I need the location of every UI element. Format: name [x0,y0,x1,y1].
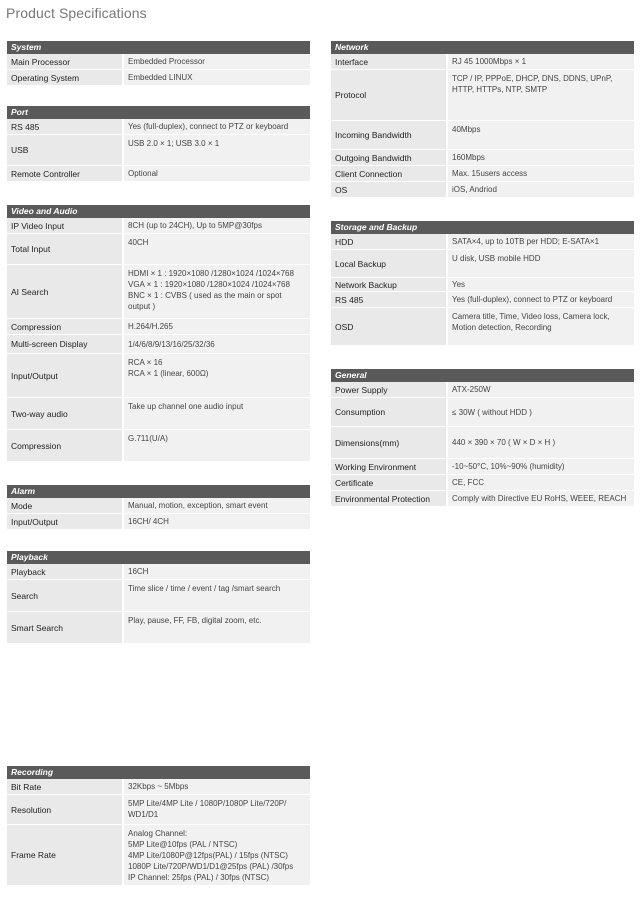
spec-label: Network Backup [331,278,448,291]
spec-label: Local Backup [331,250,448,277]
spec-row [7,319,310,335]
spec-row [331,475,634,491]
spec-label: RS 485 [331,292,448,307]
spec-row [7,265,310,319]
spec-value: H.264/H.265 [124,319,310,334]
spec-row [7,70,310,86]
spec-label: Search [7,580,124,611]
spec-row [7,580,310,612]
spec-value: ATX-250W [448,382,634,397]
spec-label: Compression [7,319,124,334]
spec-row [331,54,634,70]
spec-row [331,278,634,292]
spec-row [7,430,310,462]
spec-label: Protocol [331,70,448,120]
spec-value: Analog Channel: 5MP Lite@10fps (PAL / NTSC) 4MP Lite/1080P@12fps(PAL) / 15fps (NTSC) 1080P Lite/720P/WD1/D1@25fps (PAL) /30fps IP Channel: 25fps (PAL) / 30fps (NTSC) [124,825,310,885]
section-header: Storage and Backup [331,221,634,234]
spec-label: Multi-screen Display [7,335,124,353]
spec-label: AI Search [7,265,124,318]
spec-value: Play, pause, FF, FB, digital zoom, etc. [124,612,310,643]
spec-label: Certificate [331,475,448,490]
section-header: Recording [7,766,310,779]
spec-row [7,135,310,166]
spec-row [331,150,634,166]
spec-row [331,459,634,475]
spec-row [7,234,310,265]
spec-row [331,70,634,121]
spec-value: Optional [124,166,310,181]
spec-label: Consumption [331,398,448,426]
spec-value: 1/4/6/8/9/13/16/25/32/36 [124,335,310,353]
spec-section-network [331,41,634,198]
spec-label: IP Video Input [7,218,124,233]
spec-value: G.711(U/A) [124,430,310,461]
spec-label: Smart Search [7,612,124,643]
spec-label: Working Environment [331,459,448,474]
spec-row [7,564,310,580]
spec-section-port [7,106,310,182]
spec-section-playback [7,551,310,644]
spec-row [7,218,310,234]
spec-value: 16CH/ 4CH [124,514,310,529]
spec-section-general [331,369,634,507]
spec-row [7,612,310,644]
spec-label: Total Input [7,234,124,264]
spec-value: 40CH [124,234,310,264]
spec-row [7,514,310,530]
spec-label: Remote Controller [7,166,124,181]
spec-label: Playback [7,564,124,579]
spec-label: Outgoing Bandwidth [331,150,448,165]
spec-row [7,795,310,825]
spec-row [331,427,634,459]
spec-value: CE, FCC [448,475,634,490]
spec-label: Input/Output [7,354,124,397]
spec-value: RJ 45 1000Mbps × 1 [448,54,634,69]
spec-label: OSD [331,308,448,345]
spec-value: SATA×4, up to 10TB per HDD; E-SATA×1 [448,234,634,249]
section-header: General [331,369,634,382]
spec-label: HDD [331,234,448,249]
spec-row [7,54,310,70]
spec-row [7,354,310,398]
spec-label: Incoming Bandwidth [331,121,448,149]
spec-value: 440 × 390 × 70 ( W × D × H ) [448,427,634,458]
spec-row [7,398,310,430]
spec-row [7,498,310,514]
spec-label: Power Supply [331,382,448,397]
spec-row [331,121,634,150]
page-title: Product Specifications [6,5,147,21]
spec-row [331,292,634,308]
spec-row [331,250,634,278]
spec-row [331,398,634,427]
spec-value: Take up channel one audio input [124,398,310,429]
section-header: System [7,41,310,54]
spec-label: Dimensions(mm) [331,427,448,458]
spec-label: Environmental Protection [331,491,448,506]
spec-value: 16CH [124,564,310,579]
spec-label: RS 485 [7,119,124,134]
spec-label: USB [7,135,124,165]
spec-row [331,491,634,507]
spec-label: Client Connection [331,166,448,181]
spec-value: Yes (full-duplex), connect to PTZ or keyboard [448,292,634,307]
spec-label: Interface [331,54,448,69]
spec-value: USB 2.0 × 1; USB 3.0 × 1 [124,135,310,165]
spec-value: HDMI × 1 : 1920×1080 /1280×1024 /1024×768 VGA × 1 : 1920×1080 /1280×1024 /1024×768 BNC × 1 : CVBS ( used as the main or spot output ) [124,265,310,318]
spec-value: -10~50°C, 10%~90% (humidity) [448,459,634,474]
spec-row [7,166,310,182]
spec-label: Two-way audio [7,398,124,429]
spec-row [331,234,634,250]
spec-value: Manual, motion, exception, smart event [124,498,310,513]
spec-section-video [7,205,310,462]
spec-value: RCA × 16 RCA × 1 (linear, 600Ω) [124,354,310,397]
spec-value: iOS, Andriod [448,182,634,197]
spec-label: Resolution [7,795,124,824]
spec-value: 40Mbps [448,121,634,149]
spec-section-storage [331,221,634,346]
spec-value: 160Mbps [448,150,634,165]
spec-row [7,825,310,886]
spec-value: Camera title, Time, Video loss, Camera lock, Motion detection, Recording [448,308,634,345]
spec-value: U disk, USB mobile HDD [448,250,634,277]
spec-value: ≤ 30W ( without HDD ) [448,398,634,426]
spec-row [7,335,310,354]
spec-section-alarm [7,485,310,530]
spec-row [7,119,310,135]
spec-value: Yes (full-duplex), connect to PTZ or keyboard [124,119,310,134]
spec-value: Yes [448,278,634,291]
spec-label: Mode [7,498,124,513]
section-header: Network [331,41,634,54]
spec-value: Time slice / time / event / tag /smart search [124,580,310,611]
spec-value: Comply with Directive EU RoHS, WEEE, REACH [448,491,634,506]
spec-row [331,166,634,182]
spec-row [331,182,634,198]
spec-value: 8CH (up to 24CH), Up to 5MP@30fps [124,218,310,233]
spec-value: Embedded Processor [124,54,310,69]
spec-value: TCP / IP, PPPoE, DHCP, DNS, DDNS, UPnP, HTTP, HTTPs, NTP, SMTP [448,70,634,120]
spec-value: Max. 15users access [448,166,634,181]
spec-section-recording [7,766,310,886]
spec-label: Operating System [7,70,124,85]
spec-label: Bit Rate [7,779,124,794]
spec-value: 5MP Lite/4MP Lite / 1080P/1080P Lite/720P/ WD1/D1 [124,795,310,824]
spec-row [331,382,634,398]
spec-label: Compression [7,430,124,461]
spec-row [7,779,310,795]
section-header: Port [7,106,310,119]
spec-value: 32Kbps ~ 5Mbps [124,779,310,794]
spec-label: OS [331,182,448,197]
spec-value: Embedded LINUX [124,70,310,85]
section-header: Playback [7,551,310,564]
spec-label: Main Processor [7,54,124,69]
spec-row [331,308,634,346]
section-header: Alarm [7,485,310,498]
spec-label: Frame Rate [7,825,124,885]
spec-label: Input/Output [7,514,124,529]
section-header: Video and Audio [7,205,310,218]
spec-section-system [7,41,310,86]
